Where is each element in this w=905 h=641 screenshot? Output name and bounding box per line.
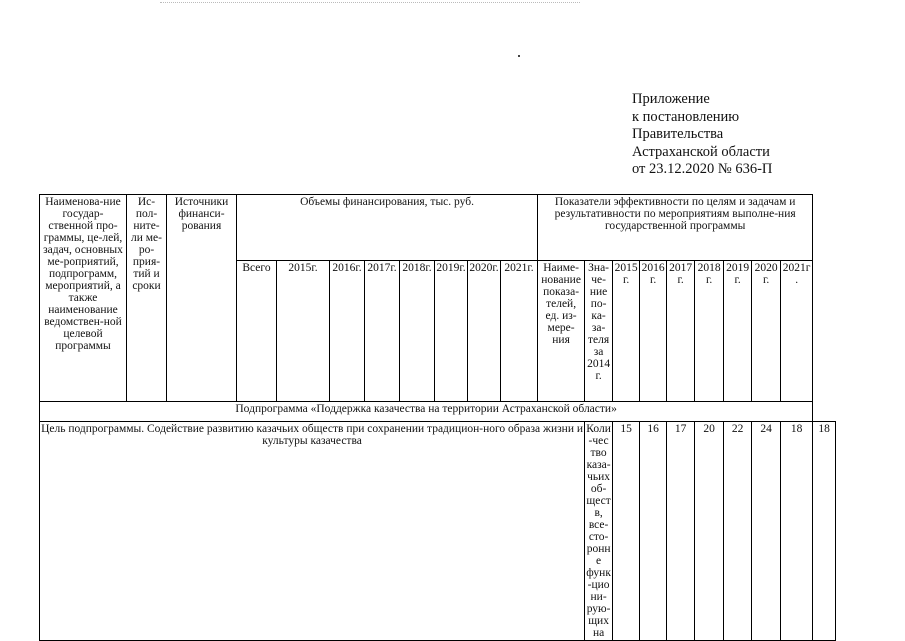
header-program-name: Наименова-ние государ-ственной про-граммы, це-лей, задач, основных ме-роприятий, подпрограмм, мероприятий, а также наименование ведомствен-ной целевой программы	[40, 195, 127, 402]
header-fin-year: 2016г.	[330, 261, 365, 402]
header-fin-total: Всего	[237, 261, 277, 402]
header-ind-year: 2021г.	[781, 261, 813, 402]
annex-line: Астраханской области	[632, 143, 770, 160]
scan-artifact-dot	[518, 55, 520, 57]
header-ind-year: 2015г.	[613, 261, 640, 402]
subprogram-title: Подпрограмма «Поддержка казачества на территории Астраханской области»	[40, 402, 813, 422]
header-sources: Источники финанси-рования	[167, 195, 237, 402]
header-ind-year: 2016г.	[640, 261, 667, 402]
header-ind-year: 2017г.	[667, 261, 695, 402]
indicator-value: 16	[640, 422, 667, 641]
header-ind-year: 2020г.	[752, 261, 781, 402]
header-fin-year: 2018г.	[400, 261, 435, 402]
indicator-value: 15	[613, 422, 640, 641]
annex-line: к постановлению	[632, 108, 740, 125]
header-fin-year: 2015г.	[277, 261, 330, 402]
header-ind-year: 2019г.	[724, 261, 752, 402]
indicator-value: 17	[667, 422, 695, 641]
header-fin-year: 2017г.	[365, 261, 400, 402]
annex-header	[632, 91, 772, 179]
indicator-name-cell: Коли-чество каза-чьих об-ществ, все-сто-ронне функ-циони-рую-щих на	[586, 423, 611, 639]
annex-line: Приложение	[632, 91, 710, 107]
program-table	[39, 194, 836, 641]
header-executors: Ис-пол-ните-ли ме-ро-прия-тий и сроки	[127, 195, 167, 402]
scan-artifact-line	[160, 2, 580, 3]
indicator-value: 18	[813, 422, 836, 641]
annex-line: Правительства	[632, 126, 724, 142]
goal-text: Цель подпрограммы. Содействие развитию казачьих обществ при сохранении традицион-ного образа жизни и культуры казачества	[40, 422, 585, 641]
indicator-value: 20	[695, 422, 724, 641]
header-fin-year: 2019г.	[435, 261, 468, 402]
header-fin-year: 2020г.	[468, 261, 501, 402]
header-indicator-name: Наиме-нование показа-телей, ед. из-мере-ния	[538, 261, 585, 402]
header-financing-volumes: Объемы финансирования, тыс. руб.	[237, 195, 538, 261]
header-ind-year: 2018г.	[695, 261, 724, 402]
header-indicator-base: Зна-че-ние по-ка-за-теля за 2014 г.	[585, 261, 613, 402]
indicator-value: 22	[724, 422, 752, 641]
indicator-value: 24	[752, 422, 781, 641]
annex-line: от 23.12.2020 № 636-П	[632, 161, 773, 177]
header-indicators: Показатели эффективности по целям и задачам и результативности по мероприятиям выполне-ния государственной программы	[538, 195, 813, 261]
header-fin-year: 2021г.	[501, 261, 538, 402]
indicator-value: 18	[781, 422, 813, 641]
